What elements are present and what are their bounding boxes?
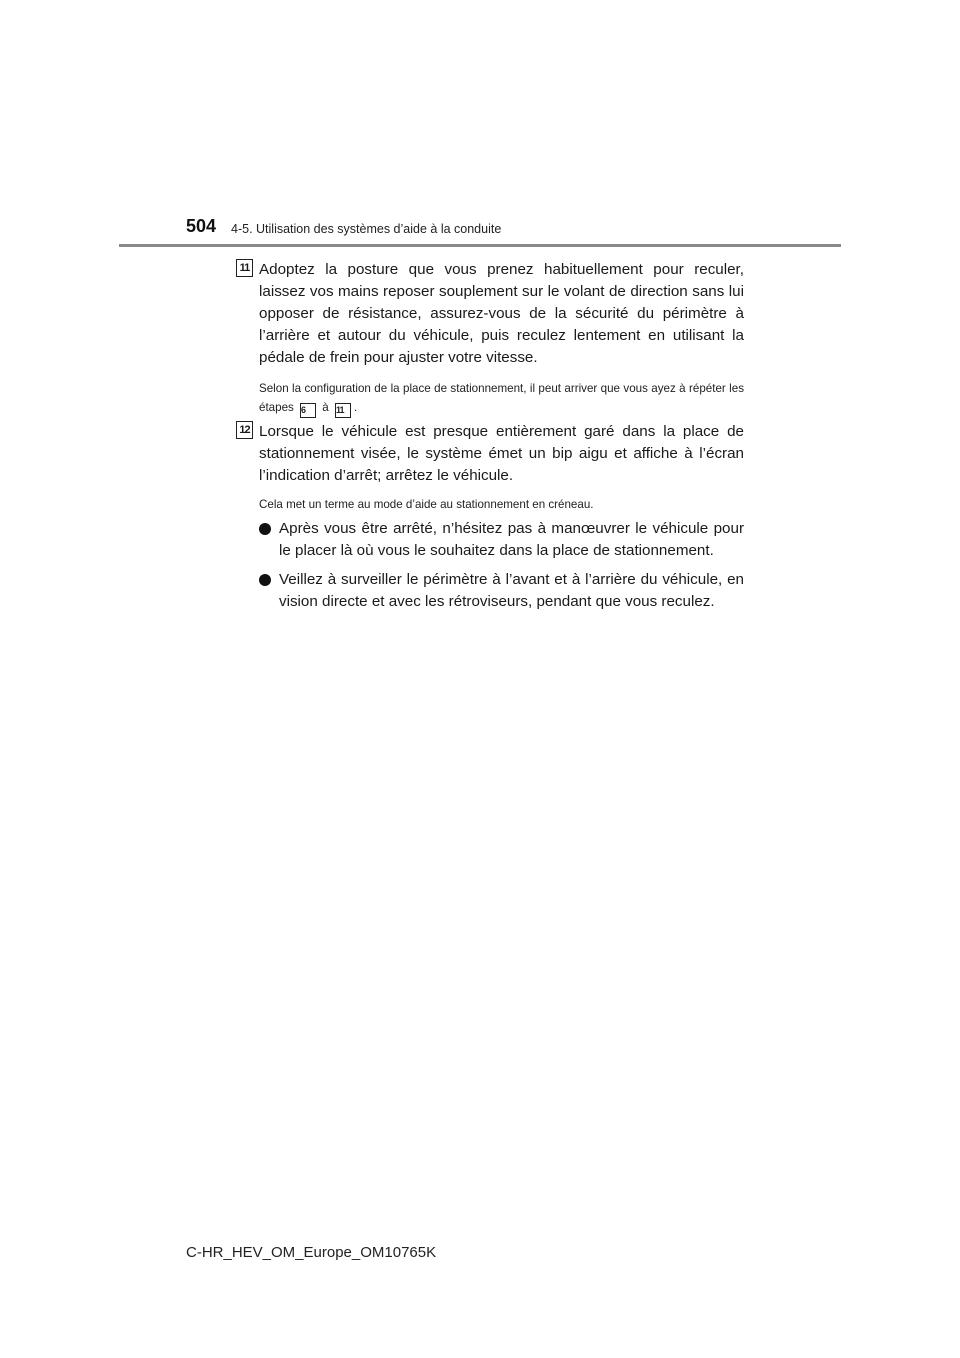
step-reference-badge: 11 [335, 403, 351, 418]
note-end: . [353, 401, 358, 414]
step-12 [236, 421, 744, 620]
step-instruction: Adoptez la posture que vous prenez habituellement pour reculer, laissez vos mains reposer souplement sur le volant de direction sans lui opposer de résistance, assurez-vous de la sécurité du périmètre à l’arrière et autour du véhicule, puis reculez lentement en utilisant la pédale de frein pour ajuster votre vitesse. [259, 261, 744, 366]
step-11 [236, 259, 744, 418]
step-number-badge: 11 [236, 259, 253, 277]
note-connector: à [322, 401, 329, 414]
list-item [259, 569, 744, 613]
step-reference-badge: 6 [300, 403, 316, 418]
step-note [259, 379, 744, 418]
bullet-text: Veillez à surveiller le périmètre à l’avant et à l’arrière du véhicule, en vision directe et avec les rétroviseurs, pendant que vous reculez. [279, 571, 744, 610]
bullet-text: Après vous être arrêté, n’hésitez pas à manœuvrer le véhicule pour le placer là où vous le souhaitez dans la place de stationnement. [279, 520, 744, 559]
section-title: 4-5. Utilisation des systèmes d’aide à la conduite [231, 222, 502, 236]
step-number-badge: 12 [236, 421, 253, 439]
list-item [259, 518, 744, 562]
header-divider [119, 244, 841, 247]
note-text: Selon la configuration de la place de stationnement, il peut arriver que vous ayez à répéter les étapes [259, 382, 744, 414]
step-instruction: Lorsque le véhicule est presque entièrement garé dans la place de stationnement visée, le système émet un bip aigu et affiche à l’écran l’indication d’arrêt; arrêtez le véhicule. [259, 423, 744, 484]
footer-document-id: C-HR_HEV_OM_Europe_OM10765K [186, 1244, 437, 1261]
bullet-icon [259, 574, 271, 586]
bullet-icon [259, 523, 271, 535]
page-number: 504 [186, 216, 217, 236]
step-note: Cela met un terme au mode d’aide au stationnement en créneau. [259, 498, 594, 511]
bullet-list [259, 518, 744, 613]
